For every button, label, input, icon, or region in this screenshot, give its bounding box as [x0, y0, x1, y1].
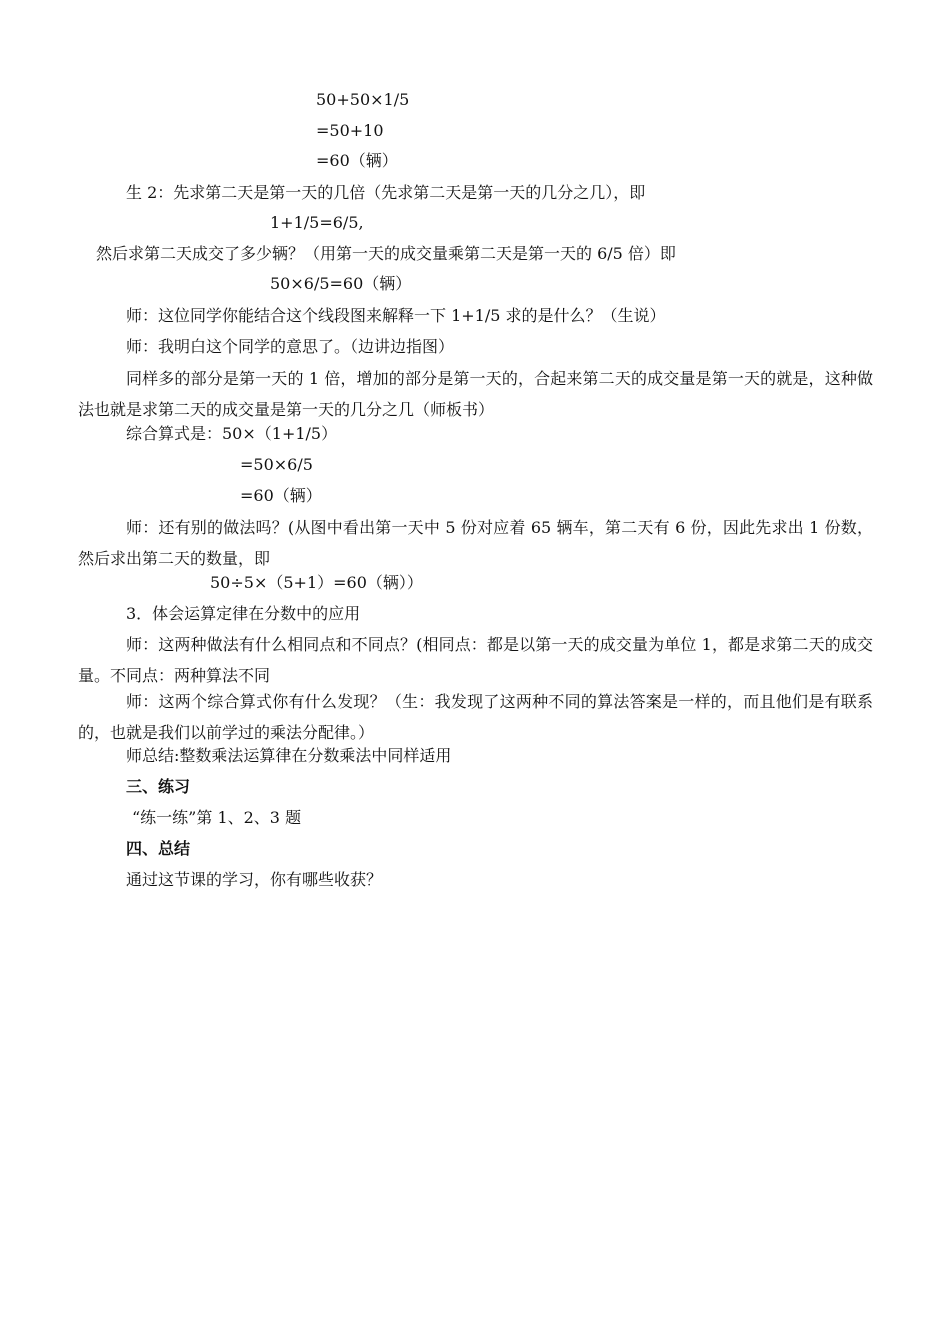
alternative-formula: 50÷5×（5+1）=60（辆））	[210, 573, 423, 592]
teacher-summary: 师总结:整数乘法运算律在分数乘法中同样适用	[126, 746, 452, 765]
combined-formula-step-1: =50×6/5	[240, 455, 313, 474]
practice-heading: 三、练习	[126, 777, 191, 796]
practice-item: “练一练”第 1、2、3 题	[132, 808, 302, 827]
combined-formula-label: 综合算式是：50×（1+1/5）	[126, 424, 338, 443]
teacher-remark-1: 师：我明白这个同学的意思了。（边讲边指图）	[126, 337, 455, 356]
student2-paragraph: 生 2：先求第二天是第一天的几倍（先求第二天是第一天的几分之几），即	[126, 183, 646, 202]
then-paragraph: 然后求第二天成交了多少辆？（用第一天的成交量乘第二天是第一天的 6/5 倍）即	[96, 244, 676, 263]
summary-heading: 四、总结	[126, 839, 191, 858]
calc-line-3: =60（辆）	[316, 151, 398, 170]
discovery-paragraph: 师：这两个综合算式你有什么发现？（生：我发现了这两种不同的算法答案是一样的，而且他们是有联系的，也就是我们以前学过的乘法分配律。）	[78, 692, 873, 742]
alternative-method-paragraph: 师：还有别的做法吗？(从图中看出第一天中 5 份对应着 65 辆车，第二天有 6 份，因此先求出 1 份数，然后求出第二天的数量，即	[78, 518, 873, 568]
comparison-paragraph: 师：这两种做法有什么相同点和不同点？(相同点：都是以第一天的成交量为单位 1，都是求第二天的成交量。不同点：两种算法不同	[78, 635, 873, 685]
fraction-formula: 1+1/5=6/5,	[270, 213, 364, 232]
teacher-question-1: 师：这位同学你能结合这个线段图来解释一下 1+1/5 求的是什么？（生说）	[126, 306, 666, 325]
calc-line-1: 50+50×1/5	[316, 90, 410, 109]
calc-line-2: =50+10	[316, 121, 384, 140]
result-formula: 50×6/5=60（辆）	[270, 274, 412, 293]
explanation-paragraph: 同样多的部分是第一天的 1 倍，增加的部分是第一天的，合起来第二天的成交量是第一天的就是，这种做法也就是求第二天的成交量是第一天的几分之几（师板书）	[78, 369, 873, 419]
summary-question: 通过这节课的学习，你有哪些收获？	[126, 870, 383, 889]
combined-formula-step-2: =60（辆）	[240, 486, 322, 505]
section-3-heading: 3．体会运算定律在分数中的应用	[126, 604, 361, 623]
